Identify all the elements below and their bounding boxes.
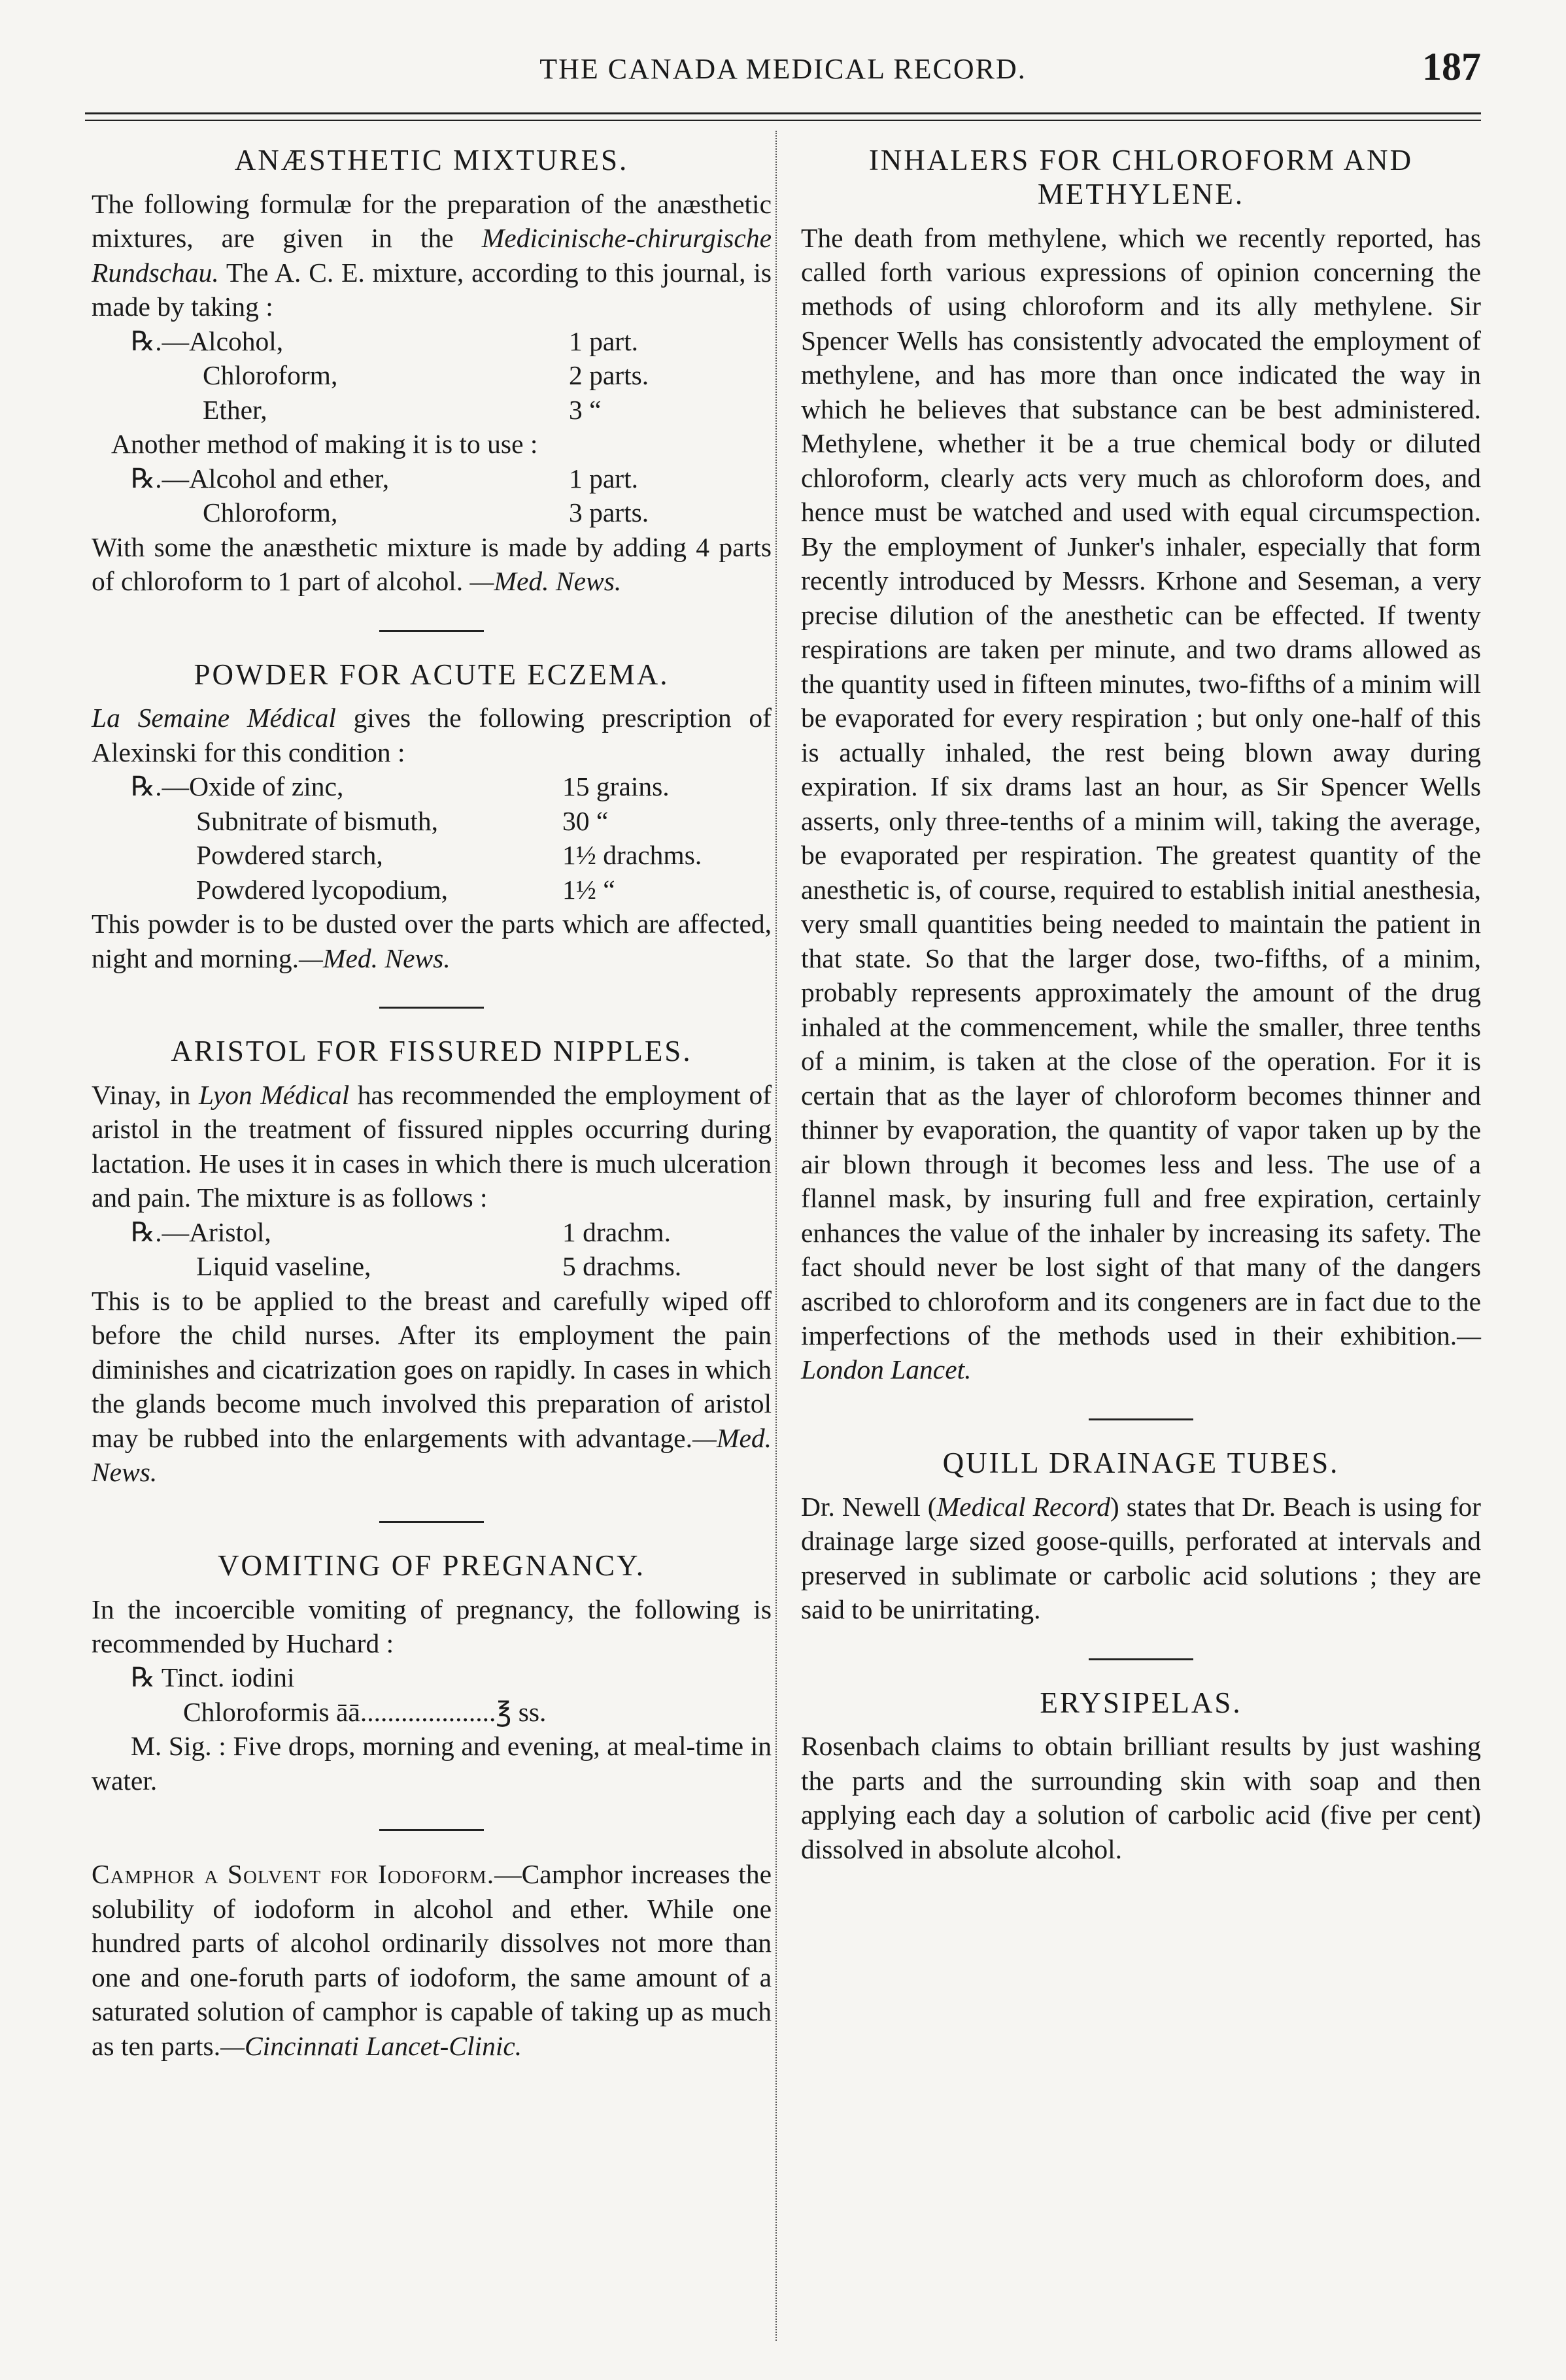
rx-row: Chloroform, 2 parts. bbox=[203, 360, 649, 391]
prescription-table bbox=[131, 324, 739, 427]
section-title: POWDER FOR ACUTE ECZEMA. bbox=[194, 658, 670, 691]
separator-rule bbox=[379, 1829, 484, 1831]
article-text: Dr. Newell (Medical Record) states that Dr. Beach is using for drainage large sized goose-quills, perforated at intervals and preserved in sublimate or carbolic acid solutions ; they are said to be unirritating. bbox=[801, 1491, 1481, 1625]
article-text: The death from methylene, which we recently reported, has called forth various expressions of opinion concerning the methods of using chloroform and its ally methylene. Sir Spencer Wells has consistently advocated the employment of methylene, and has more than once indicated the way in which he believes that substance can be best administered. Methylene, whether it be a true chemical body or diluted chloroform, clearly acts very much as chloroform does, and hence must be watched and used with equal circumspection. By the employment of Junker's inhaler, especially that form recently introduced by Messrs. Krhone and Seseman, a very precise dilution of the anesthetic can be effected. If twenty respirations are taken per minute, and two drams allowed as the quantity used in fifteen minutes, two-fifths of a minim will be evaporated for every respiration ; but only one-half of this is actually inhaled, the rest being blown away during expiration. If six drams last an hour, as Sir Spencer Wells asserts, only three-tenths of a minim will, taking the average, be evaporated per respiration. The greatest quantity of the anesthetic is, of course, required to establish initial anesthesia, very small quantities being needed to maintain the patient in that state. So that the larger dose, two-fifths, of a minim, probably represents approximately the amount of the drug inhaled at the commencement, while the smaller, three tenths of a minim, is taken at the close of the operation. For it is certain that as the layer of chloroform becomes thinner and thinner by evaporation, the quantity of vapor taken up by the air blown through it becomes less and less. The use of a flannel mask, by insuring full and free expiration, certainly enhances the value of the inhaler by increasing its safety. The fact should never be lost sight of that many of the dangers ascribed to chloroform and its congeners are in fact due to the imperfections of the methods used in their exhibition.—London Lancet. bbox=[801, 222, 1481, 1385]
article-erysipelas bbox=[801, 1686, 1481, 1867]
section-title: ANÆSTHETIC MIXTURES. bbox=[234, 144, 629, 176]
article-text: Another method of making it is to use : bbox=[111, 429, 538, 460]
section-title: QUILL DRAINAGE TUBES. bbox=[942, 1446, 1340, 1479]
prescription-table bbox=[131, 1215, 732, 1284]
separator-rule bbox=[1089, 1658, 1193, 1660]
rx-row: ℞.—Aristol, 1 drachm. bbox=[131, 1216, 671, 1247]
rx-row: Subnitrate of bismuth, 30 “ bbox=[196, 805, 609, 836]
column-divider bbox=[775, 131, 777, 2341]
article-text: M. Sig. : Five drops, morning and evening, at meal-time in water. bbox=[92, 1731, 772, 1796]
source-citation: —Med. News. bbox=[92, 1422, 772, 1488]
prescription-table bbox=[131, 461, 739, 530]
article-text: Rosenbach claims to obtain brilliant results by just washing the parts and the surrounding skin with soap and then applying each day a solution of carbolic acid (five per cent) dissolved in absolute alcohol. bbox=[801, 1731, 1481, 1864]
section-title: INHALERS FOR CHLOROFORM AND METHYLENE. bbox=[868, 144, 1414, 210]
left-column bbox=[92, 144, 772, 2341]
article-camphor-iodoform bbox=[92, 1857, 772, 2063]
article-intro: La Semaine Médical gives the following prescription of Alexinski for this condition : bbox=[92, 703, 772, 767]
article-text: Camphor a Solvent for Iodoform.—Camphor increases the solubility of iodoform in alcohol and ether. While one hundred parts of alcohol ordinarily dissolves not more than one and one-foruth parts of iodoform, the same amount of a saturated solution of camphor is capable of taking up as much as ten parts.—Cincinnati Lancet-Clinic. bbox=[92, 1859, 772, 2061]
right-column bbox=[801, 144, 1481, 2341]
article-intro: Vinay, in Lyon Médical has recommended the employment of aristol in the treatment of fissured nipples occurring during lactation. He uses it in cases in which there is much ulceration and pain. The mixture is as follows : bbox=[92, 1079, 772, 1213]
separator-rule bbox=[379, 1521, 484, 1523]
rx-row: Powdered starch, 1½ drachms. bbox=[196, 840, 702, 871]
rx-row: ℞.—Alcohol, 1 part. bbox=[131, 326, 639, 356]
article-inhalers bbox=[801, 144, 1481, 1387]
rx-line: ℞ Tinct. iodini bbox=[131, 1662, 295, 1693]
article-intro: In the incoercible vomiting of pregnancy, the following is recommended by Huchard : bbox=[92, 1594, 772, 1658]
article-anaesthetic-mixtures bbox=[92, 144, 772, 599]
rx-line: Chloroformis āā....................℥ ss. bbox=[183, 1696, 547, 1727]
article-quill-drainage bbox=[801, 1447, 1481, 1627]
article-powder-eczema bbox=[92, 658, 772, 976]
separator-rule bbox=[379, 1007, 484, 1009]
page-number: 187 bbox=[1422, 45, 1481, 88]
separator-rule bbox=[1089, 1418, 1193, 1420]
section-title: ARISTOL FOR FISSURED NIPPLES. bbox=[171, 1035, 692, 1068]
source-citation: —Med. News. bbox=[469, 566, 622, 597]
page-header bbox=[85, 39, 1481, 111]
article-aristol-nipples bbox=[92, 1035, 772, 1490]
rx-row: Chloroform, 3 parts. bbox=[203, 497, 649, 528]
source-citation: —Med. News. bbox=[299, 943, 451, 973]
section-title: ERYSIPELAS. bbox=[1040, 1686, 1242, 1719]
source-citation: —Cincinnati Lancet-Clinic. bbox=[220, 2030, 522, 2061]
rx-row: Ether, 3 “ bbox=[203, 394, 602, 425]
header-rule bbox=[85, 112, 1481, 121]
article-vomiting-pregnancy bbox=[92, 1549, 772, 1798]
prescription-table bbox=[131, 769, 732, 907]
rx-row: ℞.—Alcohol and ether, 1 part. bbox=[131, 463, 639, 494]
rx-row: ℞.—Oxide of zinc, 15 grains. bbox=[131, 771, 670, 802]
article-intro: The following formulæ for the preparation of the anæsthetic mixtures, are given in the Medicinische-chirurgische Rundschau. The A. C. E. mixture, according to this journal, is made by taking : bbox=[92, 188, 772, 322]
running-title: THE CANADA MEDICAL RECORD. bbox=[539, 53, 1027, 85]
separator-rule bbox=[379, 630, 484, 632]
source-citation: —London Lancet. bbox=[801, 1320, 1481, 1385]
article-text: This is to be applied to the breast and carefully wiped off before the child nurses. After its employment the pain diminishes and cicatrization goes on rapidly. In cases in which the glands become much involved this preparation of aristol may be rubbed into the enlargements with advantage.—Med. News. bbox=[92, 1285, 772, 1488]
section-title: VOMITING OF PREGNANCY. bbox=[218, 1549, 645, 1582]
article-text: With some the anæsthetic mixture is made by adding 4 parts of chloroform to 1 part of alcohol. —Med. News. bbox=[92, 531, 772, 597]
run-in-title: Camphor a Solvent for Iodoform. bbox=[92, 1859, 495, 1890]
rx-row: Powdered lycopodium, 1½ “ bbox=[196, 874, 615, 905]
rx-row: Liquid vaseline, 5 drachms. bbox=[196, 1251, 682, 1282]
article-text: This powder is to be dusted over the parts which are affected, night and morning.—Med. News. bbox=[92, 909, 772, 973]
